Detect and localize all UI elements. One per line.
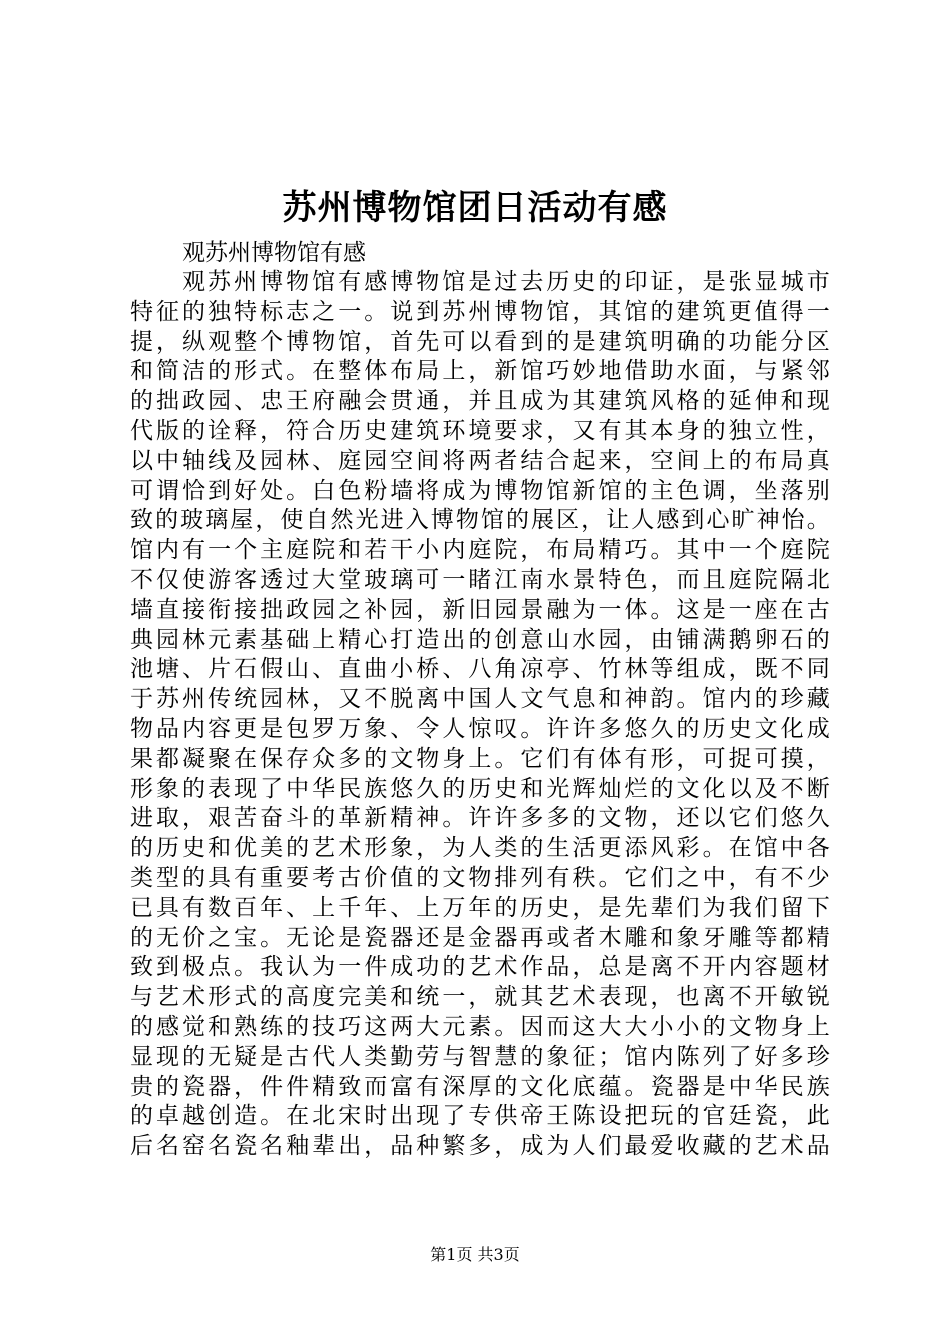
page-indicator: 第1页 共3页: [430, 1245, 520, 1264]
body-line: 贵的瓷器，件件精致而富有深厚的文化底蕴。瓷器是中华民族: [130, 1073, 830, 1100]
body-paragraph: [130, 268, 830, 1162]
body-line: 的感觉和熟练的技巧这两大元素。因而这大大小小的文物身上: [130, 1013, 830, 1040]
body-line: 的拙政园、忠王府融会贯通，并且成为其建筑风格的延伸和现: [130, 388, 830, 415]
body-line: 形象的表现了中华民族悠久的历史和光辉灿烂的文化以及不断: [130, 775, 830, 802]
body-line: 已具有数百年、上千年、上万年的历史，是先辈们为我们留下: [130, 894, 830, 921]
body-line: 以中轴线及园林、庭园空间将两者结合起来，空间上的布局真: [130, 447, 830, 474]
body-line: 于苏州传统园林，又不脱离中国人文气息和神韵。馆内的珍藏: [130, 686, 830, 713]
body-line: 致的玻璃屋，使自然光进入博物馆的展区，让人感到心旷神怡。: [130, 507, 830, 534]
body-line: 馆内有一个主庭院和若干小内庭院，布局精巧。其中一个庭院: [130, 537, 830, 564]
document-subtitle: 观苏州博物馆有感: [182, 240, 366, 266]
body-line: 和简洁的形式。在整体布局上，新馆巧妙地借助水面，与紧邻: [130, 358, 830, 385]
body-line: 不仅使游客透过大堂玻璃可一睹江南水景特色，而且庭院隔北: [130, 566, 830, 593]
body-line: 类型的具有重要考古价值的文物排列有秩。它们之中，有不少: [130, 864, 830, 891]
body-line: 致到极点。我认为一件成功的艺术作品，总是离不开内容题材: [130, 954, 830, 981]
body-line: 后名窑名瓷名釉辈出，品种繁多，成为人们最爱收藏的艺术品: [130, 1133, 830, 1160]
body-line: 的卓越创造。在北宋时出现了专供帝王陈设把玩的官廷瓷，此: [130, 1103, 830, 1130]
body-line: 墙直接衔接拙政园之补园，新旧园景融为一体。这是一座在古: [130, 596, 830, 623]
body-line: 的历史和优美的艺术形象，为人类的生活更添风彩。在馆中各: [130, 835, 830, 862]
body-line: 果都凝聚在保存众多的文物身上。它们有体有形，可捉可摸，: [130, 745, 830, 772]
body-line: 物品内容更是包罗万象、令人惊叹。许许多悠久的历史文化成: [130, 715, 830, 742]
body-line: 典园林元素基础上精心打造出的创意山水园，由铺满鹅卵石的: [130, 626, 830, 653]
body-line: 的无价之宝。无论是瓷器还是金器再或者木雕和象牙雕等都精: [130, 924, 830, 951]
body-line: 提，纵观整个博物馆，首先可以看到的是建筑明确的功能分区: [130, 328, 830, 355]
body-line: 进取，艰苦奋斗的革新精神。许许多多的文物，还以它们悠久: [130, 805, 830, 832]
body-line: 代版的诠释，符合历史建筑环境要求，又有其本身的独立性，: [130, 417, 830, 444]
body-line: 观苏州博物馆有感博物馆是过去历史的印证，是张显城市: [182, 269, 830, 295]
body-line: 可谓恰到好处。白色粉墙将成为博物馆新馆的主色调，坐落别: [130, 477, 830, 504]
body-line: 特征的独特标志之一。说到苏州博物馆，其馆的建筑更值得一: [130, 298, 830, 325]
body-line: 显现的无疑是古代人类勤劳与智慧的象征；馆内陈列了好多珍: [130, 1043, 830, 1070]
body-line: 池塘、片石假山、直曲小桥、八角凉亭、竹林等组成，既不同: [130, 656, 830, 683]
body-line: 与艺术形式的高度完美和统一，就其艺术表现，也离不开敏锐: [130, 984, 830, 1011]
document-title: 苏州博物馆团日活动有感: [282, 188, 668, 228]
